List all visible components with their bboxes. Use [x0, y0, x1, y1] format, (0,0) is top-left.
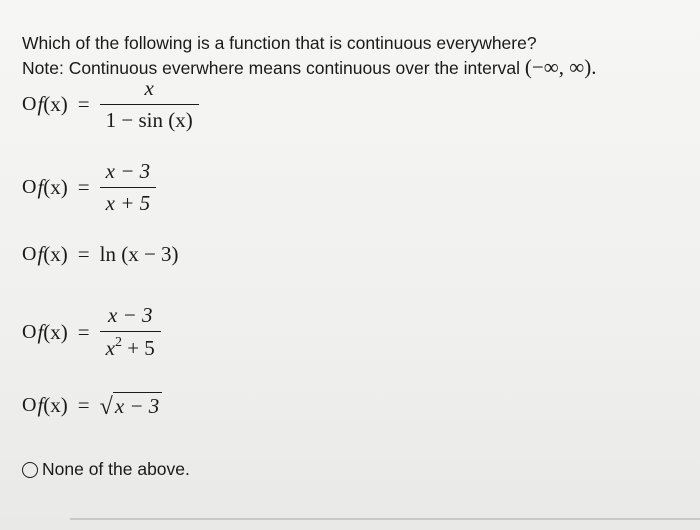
numerator: x − 3	[107, 303, 153, 327]
interval-math: (−∞, ∞).	[524, 55, 597, 79]
divider	[70, 518, 700, 520]
radical-sign: √	[99, 394, 113, 420]
denominator: 1 − sin (x)	[100, 104, 199, 133]
radio-button-c[interactable]: O	[22, 243, 37, 265]
option-a-fraction	[100, 76, 199, 133]
option-d-lhs	[37, 320, 67, 345]
radio-button-f[interactable]	[22, 462, 38, 478]
function-arg: (x)	[43, 319, 68, 344]
question-text: Which of the following is a function that is continuous everywhere?	[22, 33, 537, 53]
numerator: x	[144, 76, 154, 100]
note-text: Note: Continuous everwhere means continuous over the interval	[22, 58, 525, 78]
function-arg: (x)	[43, 175, 68, 199]
equals-sign: =	[77, 92, 90, 116]
equals-sign: =	[77, 393, 90, 417]
equals-sign: =	[77, 175, 90, 199]
denominator-rest: + 5	[121, 336, 155, 360]
option-b-lhs	[37, 175, 67, 200]
option-c-lhs	[37, 242, 67, 267]
radio-button-e[interactable]: O	[22, 394, 37, 416]
option-e[interactable]	[22, 392, 162, 419]
function-name: f	[37, 319, 44, 344]
option-c[interactable]	[22, 242, 179, 267]
radicand-text: x − 3	[114, 394, 160, 418]
equals-sign: =	[77, 319, 90, 344]
radicand	[113, 392, 163, 419]
square-root	[100, 392, 163, 419]
option-a-lhs	[37, 92, 67, 117]
option-a[interactable]	[22, 76, 199, 133]
function-arg: (x)	[43, 242, 68, 266]
option-d-fraction	[100, 303, 161, 361]
function-name: f	[37, 242, 44, 266]
option-f[interactable]	[22, 459, 190, 480]
radio-button-d[interactable]: O	[22, 320, 37, 343]
radio-button-b[interactable]: O	[22, 176, 37, 198]
denominator-exponent: 2	[114, 335, 122, 350]
function-arg: (x)	[43, 393, 68, 417]
equals-sign: =	[77, 242, 90, 266]
denominator: x + 5	[100, 187, 157, 216]
denominator	[100, 331, 161, 361]
numerator: x − 3	[105, 159, 151, 183]
function-name: f	[37, 92, 44, 116]
function-arg: (x)	[43, 92, 68, 116]
function-name: f	[37, 175, 44, 199]
option-f-label: None of the above.	[42, 459, 190, 479]
function-name: f	[37, 393, 44, 417]
option-b-fraction	[100, 159, 157, 216]
radio-button-a[interactable]: O	[22, 93, 37, 115]
option-b[interactable]	[22, 159, 156, 216]
option-d[interactable]	[22, 303, 161, 361]
denominator-base: x	[105, 336, 115, 360]
option-c-rhs: ln (x − 3)	[99, 242, 179, 266]
option-e-lhs	[37, 393, 67, 418]
